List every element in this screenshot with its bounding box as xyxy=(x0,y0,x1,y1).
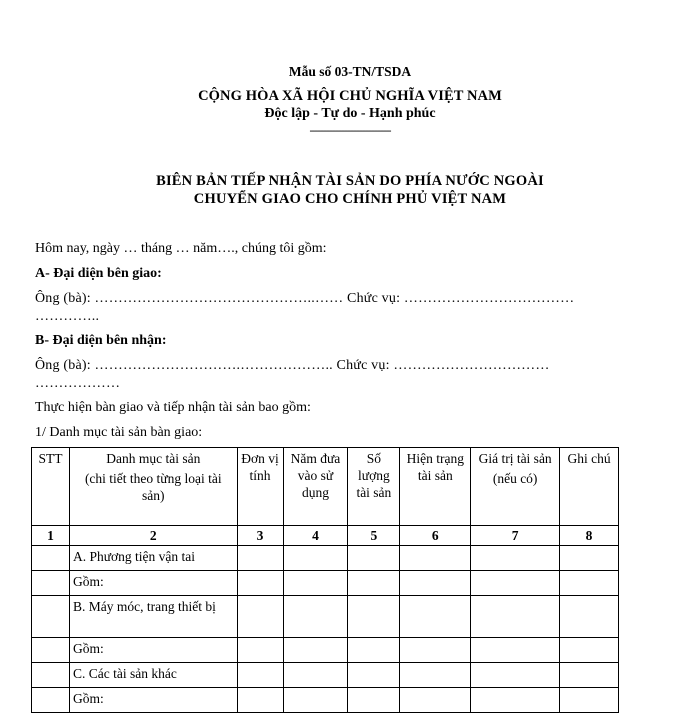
national-motto: Độc lập - Tự do - Hạnh phúc xyxy=(264,106,436,121)
header-status: Hiện trạng tài sản xyxy=(400,448,471,526)
header-quantity: Số lượng tài sản xyxy=(348,448,400,526)
handover-text: Thực hiện bàn giao và tiếp nhận tài sản bao gồm: xyxy=(35,400,311,415)
party-b-heading: B- Đại diện bên nhận: xyxy=(35,333,167,348)
column-number-row xyxy=(32,526,619,546)
column-number: 5 xyxy=(348,526,400,546)
asset-category-label: A. Phương tiện vận tai xyxy=(69,546,237,571)
table-header-row xyxy=(32,448,619,526)
asset-items-label: Gồm: xyxy=(69,638,237,663)
column-number: 7 xyxy=(471,526,560,546)
document-title-line-1: BIÊN BẢN TIẾP NHẬN TÀI SẢN DO PHÍA NƯỚC NGOÀI xyxy=(156,173,544,189)
asset-category-label: C. Các tài sản khác xyxy=(69,663,237,688)
party-b-name-line: Ông (bà): ………………………….……………….. Chức vụ: …………………………… xyxy=(35,358,550,373)
party-a-name-line: Ông (bà): ………………………………………..…… Chức vụ: ……………………………… xyxy=(35,291,575,306)
header-divider: --------------------------- xyxy=(309,123,391,137)
column-number: 3 xyxy=(237,526,283,546)
form-code: Mẫu số 03-TN/TSDA xyxy=(288,64,412,79)
header-asset-name-sub: (chi tiết theo từng loại tài sản) xyxy=(84,471,222,503)
header-asset-name xyxy=(69,448,237,526)
column-number: 2 xyxy=(69,526,237,546)
asset-table xyxy=(31,447,619,713)
header-asset-name-main: Danh mục tài sản xyxy=(106,451,201,466)
document-title-line-2: CHUYỂN GIAO CHO CHÍNH PHỦ VIỆT NAM xyxy=(193,191,507,207)
column-number: 4 xyxy=(283,526,348,546)
column-number: 8 xyxy=(560,526,619,546)
table-row xyxy=(32,571,619,596)
table-row xyxy=(32,638,619,663)
asset-list-heading: 1/ Danh mục tài sản bàn giao: xyxy=(35,425,203,440)
header-unit: Đơn vị tính xyxy=(237,448,283,526)
header-value xyxy=(471,448,560,526)
party-a-continuation: ………….. xyxy=(35,309,100,324)
header-value-main: Giá trị tài sản xyxy=(478,451,552,466)
asset-items-label: Gồm: xyxy=(69,688,237,713)
header-year: Năm đưa vào sử dụng xyxy=(283,448,348,526)
party-a-heading: A- Đại diện bên giao: xyxy=(35,266,162,281)
column-number: 1 xyxy=(32,526,70,546)
table-row xyxy=(32,688,619,713)
header-value-sub: (nếu có) xyxy=(492,471,538,486)
asset-items-label: Gồm: xyxy=(69,571,237,596)
nation-name: CỘNG HÒA XÃ HỘI CHỦ NGHĨA VIỆT NAM xyxy=(198,88,502,104)
intro-text: Hôm nay, ngày … tháng … năm…., chúng tôi gồm: xyxy=(35,241,327,256)
header-note: Ghi chú xyxy=(560,448,619,526)
asset-category-label: B. Máy móc, trang thiết bị xyxy=(69,596,237,638)
party-b-continuation: ……………… xyxy=(35,376,121,391)
table-row xyxy=(32,546,619,571)
table-row xyxy=(32,663,619,688)
header-stt: STT xyxy=(32,448,70,526)
column-number: 6 xyxy=(400,526,471,546)
table-row xyxy=(32,596,619,638)
